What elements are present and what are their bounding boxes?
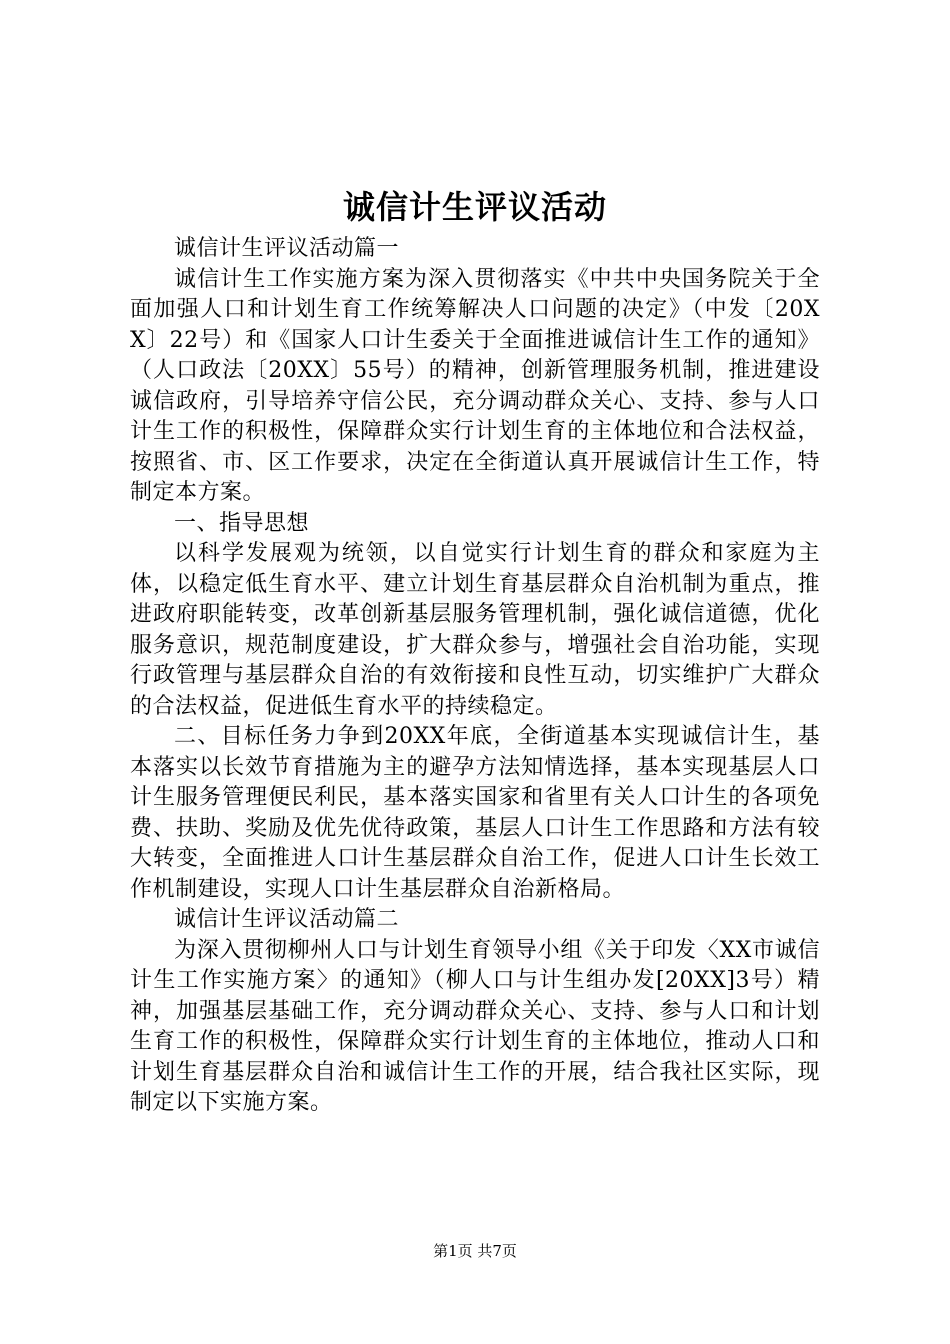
body-paragraph: 以科学发展观为统领，以自觉实行计划生育的群众和家庭为主体，以稳定低生育水平、建立计划生育基层群众自治机制为重点，推进政府职能转变，改革创新基层服务管理机制，强化诚信道德，优化服务意识，规范制度建设，扩大群众参与，增强社会自治功能，实现行政管理与基层群众自治的有效衔接和良性互动，切实维护广大群众的合法权益，促进低生育水平的持续稳定。 bbox=[130, 541, 820, 719]
section-heading-part-two: 诚信计生评议活动篇二 bbox=[174, 907, 400, 932]
body-paragraph: 二、目标任务力争到20XX年底，全街道基本实现诚信计生，基本落实以长效节育措施为主的避孕方法知情选择，基本实现基层人口计生服务管理便民利民，基本落实国家和省里有关人口计生的各项免费、扶助、奖励及优先优待政策，基层人口计生工作思路和方法有较大转变，全面推进人口计生基层群众自治工作，促进人口计生长效工作机制建设，实现人口计生基层群众自治新格局。 bbox=[130, 724, 820, 902]
body-paragraph: 诚信计生工作实施方案为深入贯彻落实《中共中央国务院关于全面加强人口和计划生育工作统筹解决人口问题的决定》（中发〔20XX〕22号）和《国家人口计生委关于全面推进诚信计生工作的通知》（人口政法〔20XX〕55号）的精神，创新管理服务机制，推进建设诚信政府，引导培养守信公民，充分调动群众关心、支持、参与人口计生工作的积极性，保障群众实行计划生育的主体地位和合法权益，按照省、市、区工作要求，决定在全街道认真开展诚信计生工作，特制定本方案。 bbox=[130, 266, 820, 505]
section-heading-guiding-ideology: 一、指导思想 bbox=[174, 510, 310, 536]
document-title: 诚信计生评议活动 bbox=[342, 188, 607, 226]
document-body bbox=[130, 234, 820, 1119]
section-heading-part-one: 诚信计生评议活动篇一 bbox=[174, 236, 400, 261]
page-number: 第1页 共7页 bbox=[433, 1242, 517, 1260]
body-paragraph: 为深入贯彻柳州人口与计划生育领导小组《关于印发〈XX市诚信计生工作实施方案〉的通知》（柳人口与计生组办发[20XX]3号）精神，加强基层基础工作，充分调动群众关心、支持、参与人口和计划生育工作的积极性，保障群众实行计划生育的主体地位，推动人口和计划生育基层群众自治和诚信计生工作的开展，结合我社区实际，现制定以下实施方案。 bbox=[130, 937, 820, 1115]
